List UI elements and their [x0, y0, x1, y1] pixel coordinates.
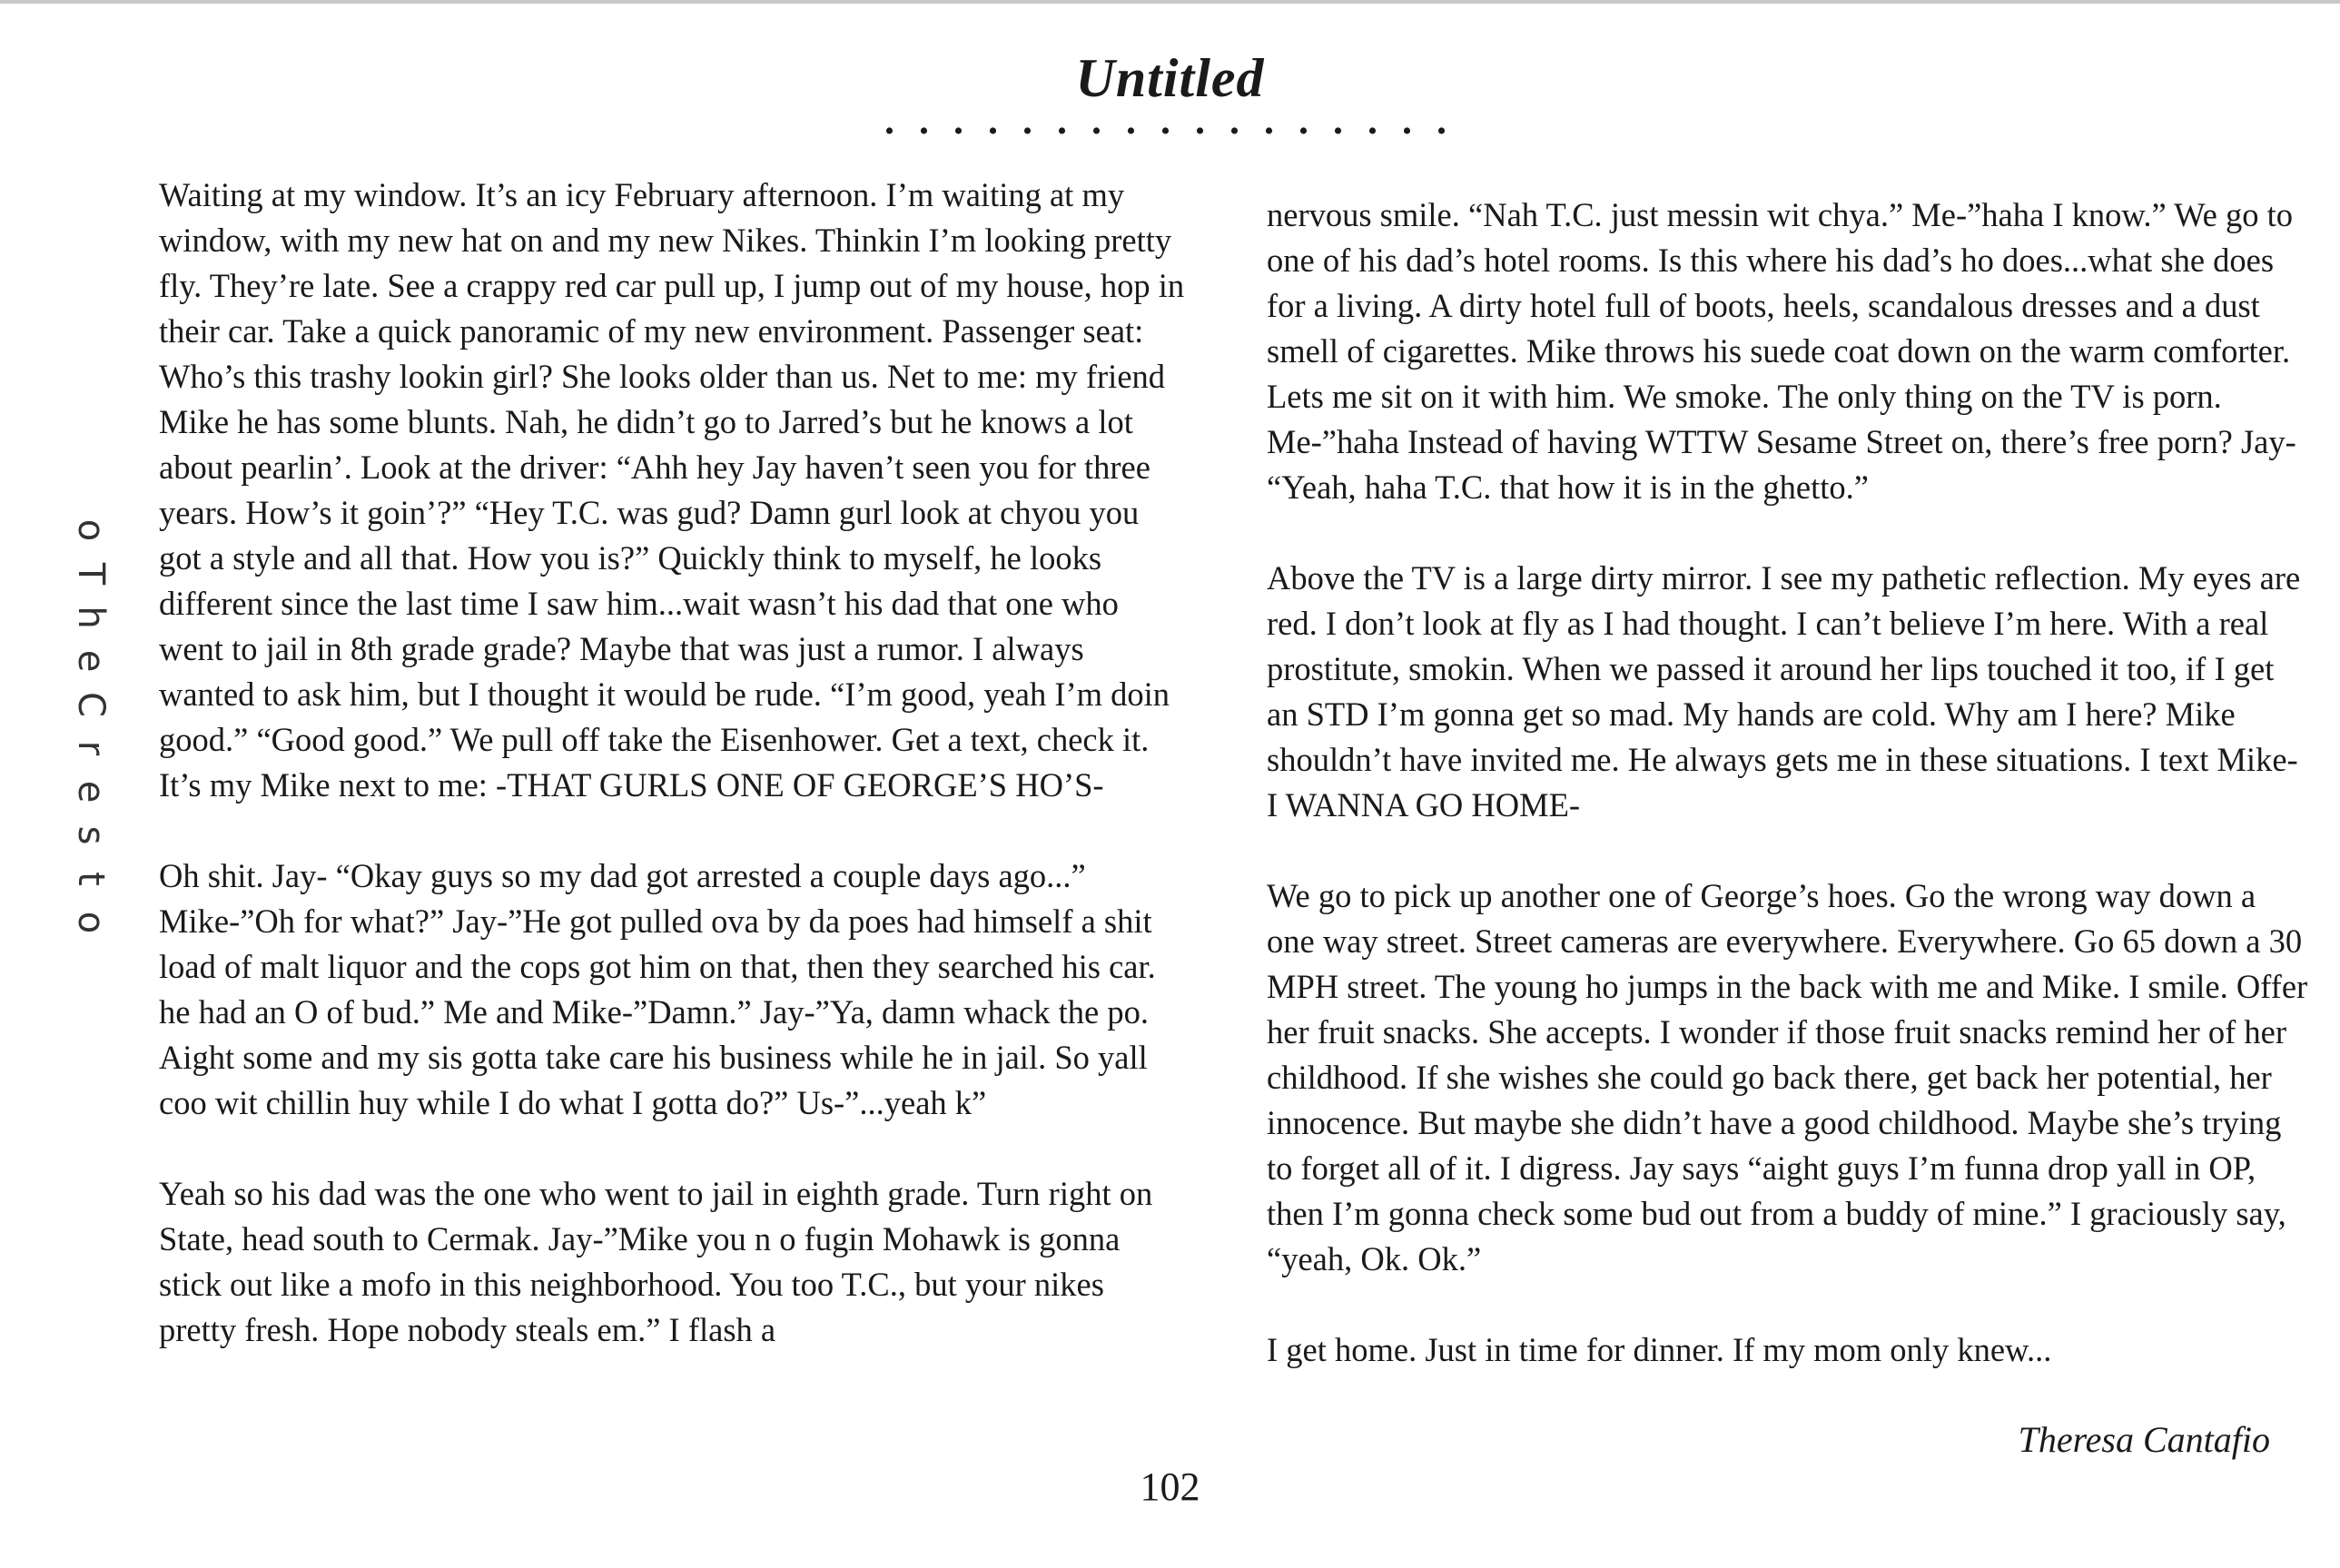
author-signature: Theresa Cantafio [2018, 1419, 2270, 1460]
spine-letter: o [70, 518, 112, 542]
spine-letter: s [70, 825, 112, 845]
poem-title: Untitled [1075, 48, 1265, 108]
title-ornament: • • • • • • • • • • • • • • • • • [884, 116, 1456, 146]
spine-letter: h [70, 606, 112, 629]
spine-letter: C [70, 692, 112, 717]
paragraph: Waiting at my window. It’s an icy February afternoon. I’m waiting at my window, with my new hat on and my new Nikes. Thinkin I’m looking pretty fly. They’re late. See a crappy red car pull up, I jump out of my house, hop in their car. Take a quick panoramic of my new environment. Passenger seat: Who’s this trashy lookin girl? She looks older than us. Net to me: my friend Mike he has some blunts. Nah, he didn’t go to Jarred’s but he knows a lot about pearlin’. Look at the driver: “Ahh hey Jay haven’t seen you for three years. How’s it goin’?” “Hey T.C. was gud? Damn gurl look at chyou you got a style and all that. How you is?” Quickly think to myself, he looks different since the last time I saw him...wait wasn’t his dad that one who went to jail in 8th grade grade? Maybe that was just a rumor. I always wanted to ask him, but I thought it would be rude. “I’m good, yeah I’m doin good.” “Good good.” We pull off take the Eisenhower. Get a text, check it. It’s my Mike next to me: -THAT GURLS ONE OF GEORGE’S HO’S- [159, 176, 1185, 804]
paragraph: Oh shit. Jay- “Okay guys so my dad got arrested a couple days ago...” Mike-”Oh for what?” Jay-”He got pulled ova by da poes had himself a shit load of malt liquor and the cops got him on that, then they searched his car. he had an O of bud.” Me and Mike-”Damn.” Jay-”Ya, damn whack the po. Aight some and my sis gotta take care his business while he in jail. So yall coo wit chillin huy while I do what I gotta do?” Us-”...yeah k” [159, 857, 1156, 1121]
publication-spine-label [70, 508, 112, 944]
right-text-column [1267, 192, 2311, 1373]
paragraph: Above the TV is a large dirty mirror. I see my pathetic reflection. My eyes are red. I don’t look at fly as I had thought. I can’t believe I’m here. With a real prostitute, smokin. When we passed it around her lips touched it too, if I get an STD I’m gonna get so mad. My hands are cold. Why am I here? Mike shouldn’t have invited me. He always gets me in these situations. I text Mike- I WANNA GO HOME- [1267, 559, 2301, 823]
left-text-column [159, 173, 1185, 1353]
paragraph: I get home. Just in time for dinner. If my mom only knew... [1267, 1331, 2052, 1368]
spine-letter: t [70, 872, 112, 886]
paragraph: We go to pick up another one of George’s hoes. Go the wrong way down a one way street. Street cameras are everywhere. Everywhere. Go 65 down a 30 MPH street. The young ho jumps in the back with me and Mike. I smile. Offer her fruit snacks. She accepts. I wonder if those fruit snacks remind her of her childhood. If she wishes she could go back there, get back her potential, her innocence. But maybe she didn’t have a good childhood. Maybe she’s trying to forget all of it. I digress. Jay says “aight guys I’m funna drop yall in OP, then I’m gonna check some bud out from a buddy of mine.” I graciously say, “yeah, Ok. Ok.” [1267, 877, 2308, 1277]
spine-letter: e [70, 780, 112, 804]
paragraph: nervous smile. “Nah T.C. just messin wit chya.” Me-”haha I know.” We go to one of his dad’s hotel rooms. Is this where his dad’s ho does...what she does for a living. A dirty hotel full of boots, heels, scandalous dresses and a dust smell of cigarettes. Mike throws his suede coat down on the warm comforter. Lets me sit on it with him. We smoke. The only thing on the TV is porn. Me-”haha Instead of having WTTW Sesame Street on, there’s free porn? Jay- “Yeah, haha T.C. that how it is in the ghetto.” [1267, 196, 2296, 506]
spine-letter: r [70, 740, 112, 756]
spine-letter: o [70, 911, 112, 934]
spine-letter: T [70, 562, 112, 586]
spine-letter: e [70, 649, 112, 673]
page-top-edge [0, 0, 2340, 4]
paragraph: Yeah so his dad was the one who went to jail in eighth grade. Turn right on State, head south to Cermak. Jay-”Mike you n o fugin Mohawk is gonna stick out like a mofo in this neighborhood. You too T.C., but your nikes pretty fresh. Hope nobody steals em.” I flash a [159, 1175, 1153, 1348]
page-number: 102 [1140, 1464, 1200, 1509]
